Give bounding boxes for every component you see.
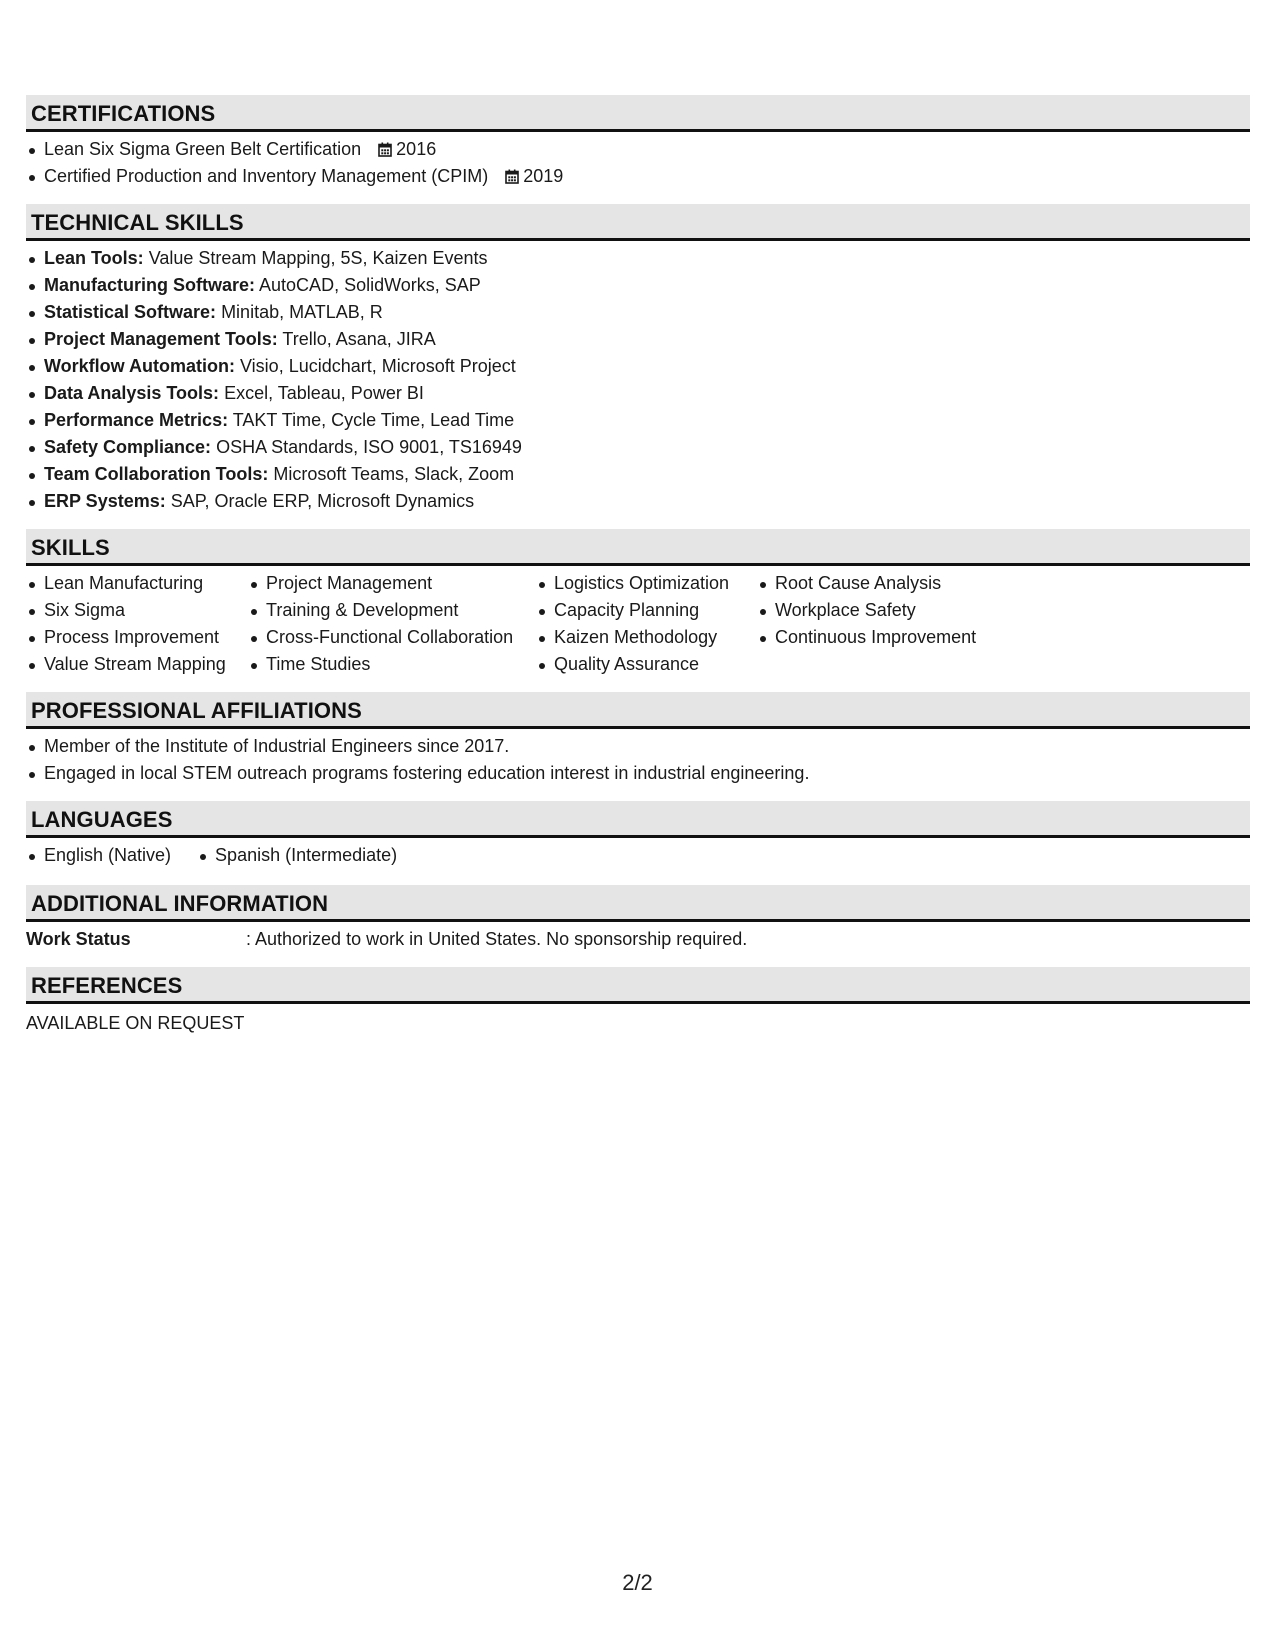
technical-skill-label: Statistical Software: xyxy=(44,302,217,322)
technical-skill-label: ERP Systems: xyxy=(44,491,166,511)
technical-skill-label: Lean Tools: xyxy=(44,248,144,268)
technical-skill-label: Data Analysis Tools: xyxy=(44,383,220,403)
work-status-label: Work Status xyxy=(26,929,131,949)
section-header-languages: LANGUAGES xyxy=(26,801,1250,838)
technical-skill-value: Excel, Tableau, Power BI xyxy=(224,383,424,403)
skill-item: Value Stream Mapping xyxy=(26,651,248,678)
technical-skill-value: OSHA Standards, ISO 9001, TS16949 xyxy=(216,437,522,457)
calendar-icon xyxy=(505,169,519,184)
technical-skill-item xyxy=(26,326,1250,353)
work-status-value: : Authorized to work in United States. No sponsorship required. xyxy=(246,929,748,949)
technical-skill-item xyxy=(26,434,1250,461)
technical-skill-item xyxy=(26,353,1250,380)
certification-year: 2019 xyxy=(523,166,564,186)
work-status-row xyxy=(26,922,1250,967)
certification-item xyxy=(26,163,1250,190)
technical-skill-item xyxy=(26,380,1250,407)
skill-item: Lean Manufacturing xyxy=(26,570,248,597)
technical-skill-label: Workflow Automation: xyxy=(44,356,235,376)
skill-item: Six Sigma xyxy=(26,597,248,624)
technical-skill-label: Performance Metrics: xyxy=(44,410,229,430)
technical-skill-value: Visio, Lucidchart, Microsoft Project xyxy=(240,356,516,376)
references-text: AVAILABLE ON REQUEST xyxy=(26,1013,245,1033)
certification-name: Lean Six Sigma Green Belt Certification xyxy=(44,139,362,159)
skill-item: Cross-Functional Collaboration xyxy=(248,624,536,651)
section-header-certifications: CERTIFICATIONS xyxy=(26,95,1250,132)
affiliation-item: Member of the Institute of Industrial Engineers since 2017. xyxy=(26,733,1250,760)
skill-item: Training & Development xyxy=(248,597,536,624)
skill-item: Quality Assurance xyxy=(536,651,757,678)
skill-item: Time Studies xyxy=(248,651,536,678)
skills-column xyxy=(248,570,536,678)
certifications-list xyxy=(26,132,1250,204)
skill-item: Logistics Optimization xyxy=(536,570,757,597)
technical-skill-label: Project Management Tools: xyxy=(44,329,278,349)
technical-skill-label: Team Collaboration Tools: xyxy=(44,464,269,484)
affiliations-list xyxy=(26,729,1250,801)
technical-skill-item xyxy=(26,488,1250,515)
skill-item: Process Improvement xyxy=(26,624,248,651)
technical-skill-value: AutoCAD, SolidWorks, SAP xyxy=(259,275,481,295)
section-header-technical-skills: TECHNICAL SKILLS xyxy=(26,204,1250,241)
technical-skill-item xyxy=(26,272,1250,299)
technical-skills-list xyxy=(26,241,1250,529)
technical-skill-item xyxy=(26,245,1250,272)
skill-item: Continuous Improvement xyxy=(757,624,1017,651)
skill-item: Workplace Safety xyxy=(757,597,1017,624)
technical-skill-value: SAP, Oracle ERP, Microsoft Dynamics xyxy=(170,491,475,511)
technical-skill-item xyxy=(26,461,1250,488)
section-header-affiliations: PROFESSIONAL AFFILIATIONS xyxy=(26,692,1250,729)
technical-skill-value: Value Stream Mapping, 5S, Kaizen Events xyxy=(148,248,488,268)
technical-skill-value: TAKT Time, Cycle Time, Lead Time xyxy=(232,410,515,430)
technical-skill-item xyxy=(26,407,1250,434)
skills-column xyxy=(757,570,1017,678)
affiliation-item: Engaged in local STEM outreach programs fostering education interest in industrial engineering. xyxy=(26,760,1250,787)
skill-item: Project Management xyxy=(248,570,536,597)
technical-skill-item xyxy=(26,299,1250,326)
technical-skill-label: Safety Compliance: xyxy=(44,437,212,457)
skill-item: Root Cause Analysis xyxy=(757,570,1017,597)
resume-page xyxy=(26,95,1250,1037)
skills-column xyxy=(26,570,248,678)
section-header-additional-information: ADDITIONAL INFORMATION xyxy=(26,885,1250,922)
section-header-references: REFERENCES xyxy=(26,967,1250,1004)
certification-year: 2016 xyxy=(396,139,437,159)
page-number: 2/2 xyxy=(622,1570,653,1595)
certification-name: Certified Production and Inventory Management (CPIM) xyxy=(44,166,489,186)
skill-item: Capacity Planning xyxy=(536,597,757,624)
technical-skill-label: Manufacturing Software: xyxy=(44,275,256,295)
technical-skill-value: Microsoft Teams, Slack, Zoom xyxy=(273,464,515,484)
certification-item xyxy=(26,136,1250,163)
section-header-skills: SKILLS xyxy=(26,529,1250,566)
technical-skill-value: Trello, Asana, JIRA xyxy=(282,329,436,349)
skills-grid xyxy=(26,566,1250,692)
skills-column xyxy=(536,570,757,678)
language-item: English (Native) xyxy=(26,842,171,869)
technical-skill-value: Minitab, MATLAB, R xyxy=(221,302,383,322)
languages-list xyxy=(26,838,1250,885)
language-item: Spanish (Intermediate) xyxy=(197,842,397,869)
calendar-icon xyxy=(378,142,392,157)
skill-item: Kaizen Methodology xyxy=(536,624,757,651)
